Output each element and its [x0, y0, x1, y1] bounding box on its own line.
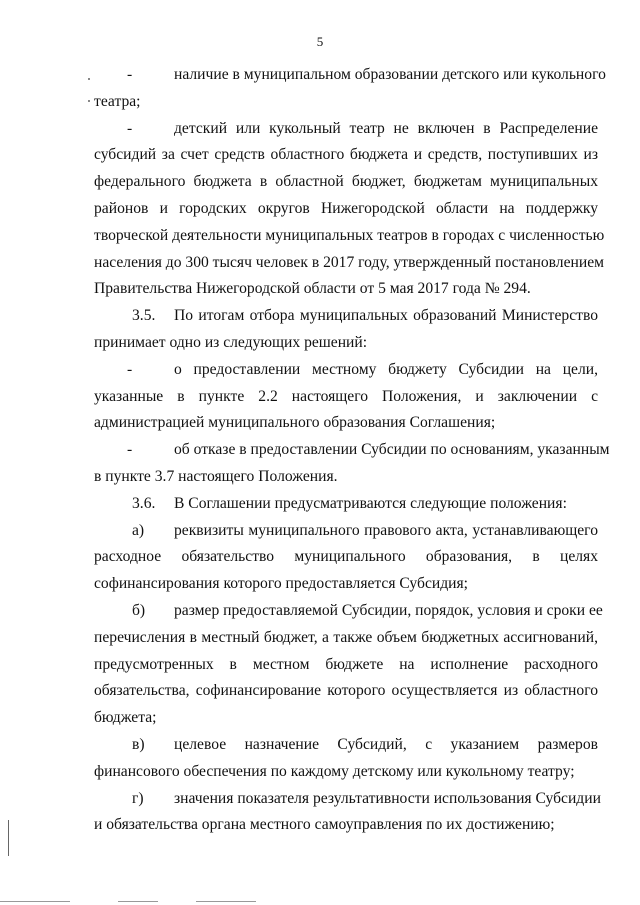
paragraph-marker: в): [132, 735, 145, 753]
paragraph: [94, 598, 603, 732]
paragraph-text: наличие в муниципальном образовании детского или кукольного: [174, 66, 606, 83]
paragraph-text: целевое назначение Субсидий, с указанием размеров: [174, 735, 598, 753]
paragraph: [94, 518, 598, 598]
paragraph-line: бюджета;: [94, 709, 157, 727]
paragraph-line: перечисления в местный бюджет, а также объем бюджетных ассигнований,: [94, 628, 598, 646]
paragraph-first-line: [94, 598, 603, 625]
margin-mark: [8, 820, 9, 856]
paragraph: [94, 732, 598, 786]
paragraph-marker: -: [127, 66, 133, 83]
paragraph-line: предусмотренных в местном бюджете на исполнение расходного: [94, 655, 598, 673]
paragraph-first-line: [94, 357, 598, 384]
paragraph-line: творческой деятельности муниципальных театров в городах с численностью: [94, 226, 605, 244]
document-body: [94, 62, 610, 839]
paragraph-line: в пункте 3.7 настоящего Положения.: [94, 467, 338, 485]
paragraph-line: указанные в пункте 2.2 настоящего Положения, и заключении с: [94, 387, 598, 405]
paragraph: [94, 491, 598, 518]
paragraph-first-line: [94, 786, 601, 813]
paragraph-line: софинансирования которого предоставляется Субсидия;: [94, 575, 468, 593]
paragraph-line: федерального бюджета в областной бюджет, бюджетам муниципальных: [94, 173, 598, 191]
paragraph-marker: -: [127, 119, 133, 137]
paragraph-line: администрацией муниципального образования Соглашения;: [94, 414, 496, 432]
paragraph-line: расходное обязательство муниципального образования, в целях: [94, 548, 598, 566]
paragraph-line: субсидий за счет средств областного бюджета и средств, поступивших из: [94, 146, 598, 164]
paragraph-text: значения показателя результативности использования Субсидии: [174, 789, 601, 807]
paragraph-first-line: [94, 732, 598, 759]
scan-rule: [118, 901, 158, 902]
paragraph-marker: -: [127, 360, 133, 378]
paragraph: [94, 357, 598, 437]
paragraph-line: районов и городских округов Нижегородской области на поддержку: [94, 199, 598, 217]
paragraph-line: принимает одно из следующих решений:: [94, 333, 368, 351]
paragraph-first-line: [94, 62, 606, 89]
paragraph-text: об отказе в предоставлении Субсидии по основаниям, указанным: [174, 441, 610, 459]
paragraph-first-line: [94, 518, 598, 545]
paragraph-marker: -: [127, 441, 133, 459]
paragraph-marker: 3.6.: [132, 494, 156, 512]
paragraph-marker: б): [132, 601, 146, 619]
paragraph-line: и обязательства органа местного самоуправления по их достижению;: [94, 816, 555, 834]
paragraph-text: реквизиты муниципального правового акта, устанавливающего: [174, 521, 598, 539]
scan-dot: [88, 78, 90, 80]
paragraph-marker: а): [132, 521, 145, 539]
paragraph-first-line: [94, 116, 598, 143]
paragraph: [94, 437, 610, 491]
page-number: 5: [316, 34, 324, 49]
paragraph-line: обязательства, софинансирование которого осуществляется из областного: [94, 682, 598, 700]
paragraph-marker: г): [132, 789, 144, 807]
paragraph-text: В Соглашении предусматриваются следующие положения:: [174, 494, 567, 512]
paragraph-text: детский или кукольный театр не включен в Распределение: [174, 119, 598, 137]
paragraph-text: о предоставлении местному бюджету Субсидии на цели,: [174, 360, 598, 378]
scan-dot: [88, 100, 90, 102]
paragraph: [94, 303, 598, 357]
paragraph-text: размер предоставляемой Субсидии, порядок, условия и сроки ее: [174, 601, 603, 619]
scan-rule: [0, 901, 70, 902]
paragraph: [94, 116, 605, 304]
paragraph-line: Правительства Нижегородской области от 5 мая 2017 года № 294.: [94, 280, 531, 298]
paragraph: [94, 786, 601, 840]
scan-rule: [196, 901, 256, 902]
paragraph-line: населения до 300 тысяч человек в 2017 году, утвержденный постановлением: [94, 253, 604, 271]
paragraph-line: театра;: [94, 92, 141, 110]
paragraph-marker: 3.5.: [132, 307, 156, 325]
paragraph: [94, 62, 606, 116]
paragraph-text: По итогам отбора муниципальных образований Министерство: [174, 307, 598, 325]
paragraph-first-line: [94, 437, 610, 464]
paragraph-first-line: [94, 491, 598, 518]
paragraph-line: финансового обеспечения по каждому детскому или кукольному театру;: [94, 762, 575, 780]
paragraph-first-line: [94, 303, 598, 330]
